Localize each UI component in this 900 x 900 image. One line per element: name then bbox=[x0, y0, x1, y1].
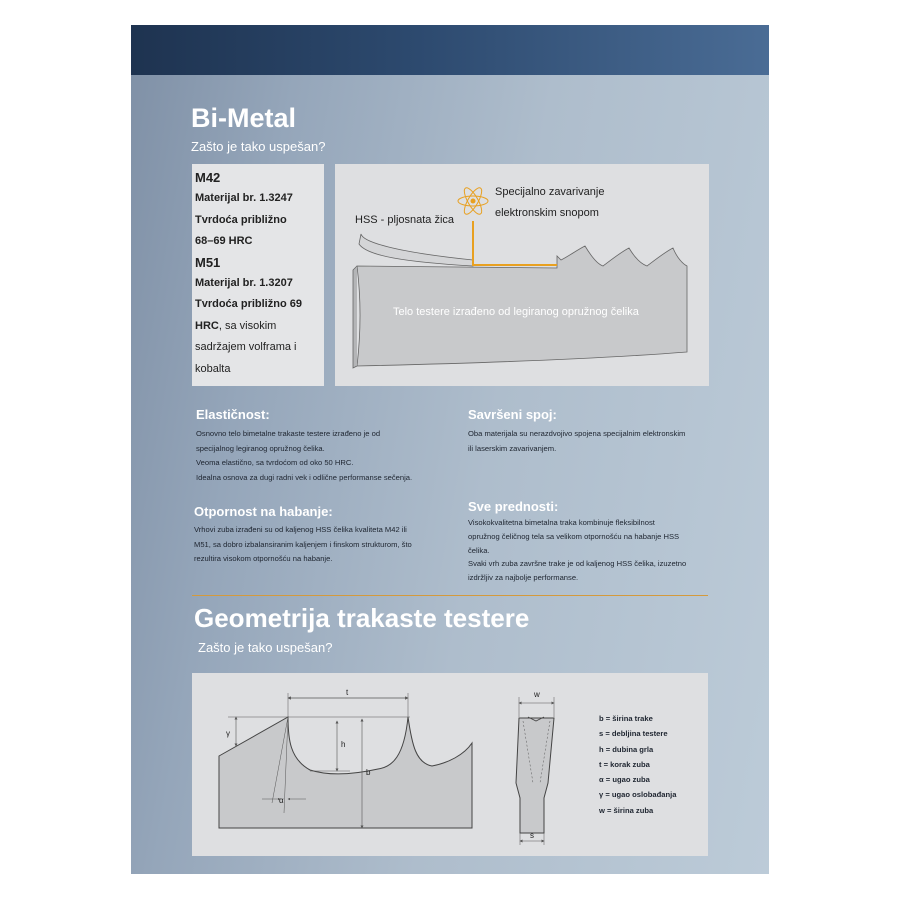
legend-item: t = korak zuba bbox=[599, 759, 650, 769]
geometry-legend bbox=[599, 711, 676, 818]
geometry-subtitle: Zašto je tako uspešan? bbox=[198, 640, 333, 655]
electron-beam-icon bbox=[458, 186, 488, 217]
wear-title: Otpornost na habanje: bbox=[194, 504, 333, 519]
legend-item: w = širina zuba bbox=[599, 805, 654, 815]
label-h: h bbox=[341, 740, 346, 749]
m42-material: Materijal br. 1.3247 bbox=[195, 192, 293, 204]
section-divider bbox=[192, 595, 708, 596]
elasticity-body bbox=[196, 427, 412, 485]
advantages-title: Sve prednosti: bbox=[468, 499, 559, 514]
joint-title: Savršeni spoj: bbox=[468, 407, 557, 422]
blade-body-label: Telo testere izrađeno od legiranog opružnog čelika bbox=[393, 306, 639, 318]
m51-description: , sa visokim bbox=[218, 319, 277, 332]
blade-diagram bbox=[335, 164, 709, 386]
weld-label-2: elektronskim snopom bbox=[495, 207, 599, 219]
m42-hardness-value: 68–69 HRC bbox=[195, 235, 253, 247]
material-spec-box bbox=[192, 164, 324, 386]
bimetal-subtitle: Zašto je tako uspešan? bbox=[191, 139, 326, 154]
m51-label: M51 bbox=[195, 254, 221, 270]
joint-body bbox=[468, 427, 685, 456]
elasticity-title: Elastičnost: bbox=[196, 407, 270, 422]
elasticity-line: specijalnog legiranog opružnog čelika. bbox=[196, 443, 325, 453]
m51-hardness-unit: HRC bbox=[195, 319, 219, 332]
legend-item: γ = ugao oslobađanja bbox=[599, 790, 677, 800]
advantages-line: Svaki vrh zuba završne trake je od kaljenog HSS čelika, izuzetno bbox=[468, 559, 687, 569]
blade-side-shape bbox=[353, 266, 357, 368]
bimetal-diagram-panel bbox=[335, 164, 709, 386]
weld-label-1: Specijalno zavarivanje bbox=[495, 186, 605, 198]
legend-item: α = ugao zuba bbox=[599, 775, 650, 785]
label-b: b bbox=[366, 768, 371, 777]
m42-label: M42 bbox=[195, 170, 221, 185]
m51-description-3: kobalta bbox=[195, 362, 231, 375]
legend-item: b = širina trake bbox=[599, 714, 653, 723]
legend-item: s = debljina testere bbox=[599, 729, 668, 739]
label-alpha: α bbox=[279, 796, 284, 805]
joint-line: ili laserskim zavarivanjem. bbox=[468, 443, 557, 453]
label-s: s bbox=[530, 831, 534, 840]
tooth-profile-shape bbox=[219, 717, 472, 828]
hss-wire-shape bbox=[359, 234, 473, 266]
m51-hardness: Tvrdoća približno 69 bbox=[195, 298, 302, 310]
m42-hardness: Tvrdoća približno bbox=[195, 213, 287, 226]
legend-item: h = dubina grla bbox=[599, 744, 654, 754]
label-gamma: γ bbox=[226, 729, 230, 738]
wear-line: Vrhovi zuba izrađeni su od kaljenog HSS čelika kvaliteta M42 ili bbox=[194, 525, 407, 534]
brochure-page bbox=[131, 25, 769, 874]
advantages-line: Visokokvalitetna bimetalna traka kombinuje fleksibilnost bbox=[468, 518, 655, 527]
geometry-title: Geometrija trakaste testere bbox=[194, 603, 530, 633]
tooth-cross-section bbox=[516, 718, 554, 833]
advantages-line: čelika. bbox=[468, 545, 490, 555]
joint-line: Oba materijala su nerazdvojivo spojena specijalnim elektronskim bbox=[468, 429, 686, 438]
hss-label: HSS - pljosnata žica bbox=[355, 214, 455, 226]
wear-line: M51, sa dobro izbalansiranim kaljenjem i finskom strukturom, što bbox=[194, 539, 412, 549]
advantages-line: opružnog čeličnog tela sa velikom otpornošću na habanje HSS bbox=[468, 531, 680, 541]
m51-description-2: sadržajem volframa i bbox=[195, 341, 297, 353]
label-t: t bbox=[346, 688, 349, 697]
m51-material: Materijal br. 1.3207 bbox=[195, 276, 293, 289]
wear-line: rezultira visokom otpornošću na habanje. bbox=[194, 554, 333, 563]
label-w: w bbox=[534, 690, 540, 699]
header-banner bbox=[131, 25, 769, 75]
elasticity-line: Osnovno telo bimetalne trakaste testere izrađeno je od bbox=[196, 429, 381, 438]
bimetal-title: Bi-Metal bbox=[191, 103, 297, 133]
wear-body bbox=[194, 523, 412, 567]
elasticity-line: Idealna osnova za dugi radni vek i odlične performanse sečenja. bbox=[196, 472, 413, 482]
advantages-line: izdržljiv za najbolje performanse. bbox=[468, 573, 579, 583]
elasticity-line: Veoma elastično, sa tvrdoćom od oko 50 HRC. bbox=[196, 458, 354, 467]
advantages-body bbox=[468, 516, 686, 585]
